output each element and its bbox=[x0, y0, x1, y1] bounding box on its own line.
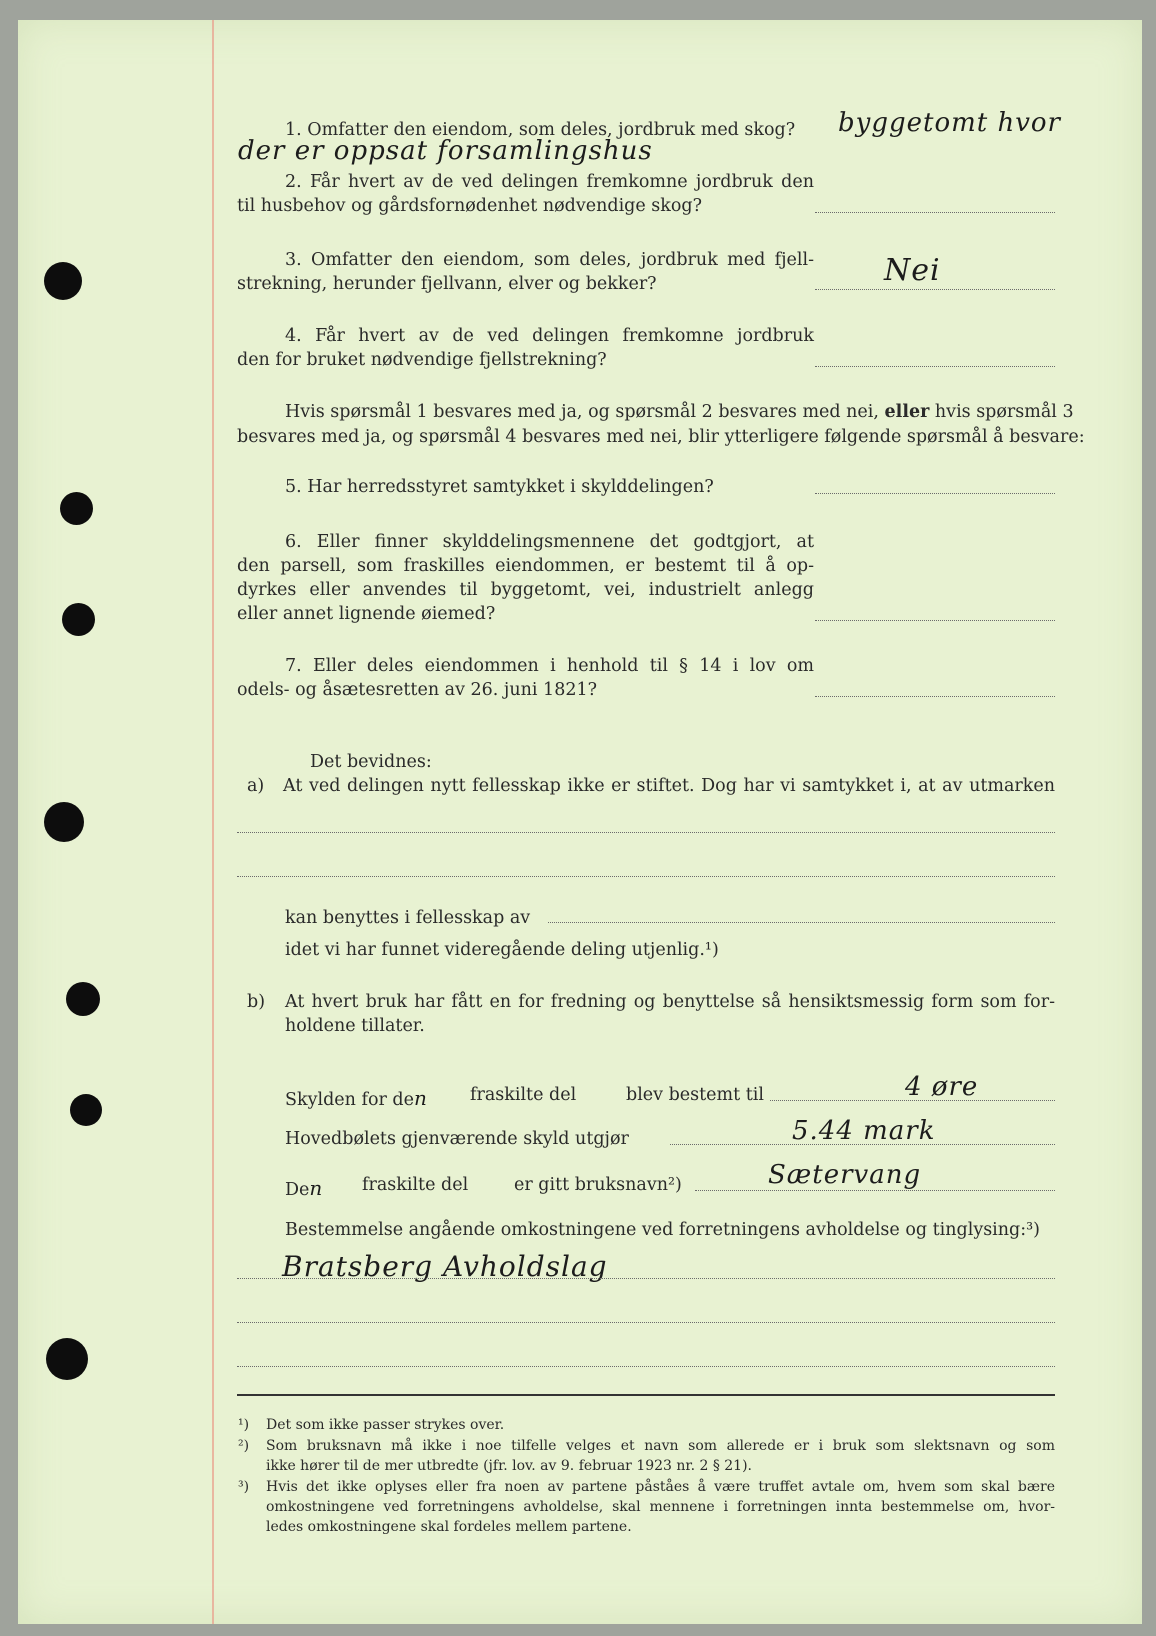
bruksnavn-value: Sætervang bbox=[768, 1160, 922, 1190]
omkostninger-line3 bbox=[237, 1366, 1055, 1367]
bruksnavn-line bbox=[695, 1190, 1055, 1191]
footnote-1-num: ¹) bbox=[238, 1417, 250, 1433]
omkostninger-value: Bratsberg Avholdslag bbox=[282, 1250, 608, 1283]
bruksnavn-fraskilte: fraskilte del bbox=[362, 1175, 469, 1195]
question-5-text: 5. Har herredsstyret samtykket i skylddelingen? bbox=[285, 477, 714, 497]
answer-line-6 bbox=[815, 620, 1055, 621]
bevidnes-b-line1: At hvert bruk har fått en for fredning og benyttelse så hensiktsmessig form som for- bbox=[285, 992, 1055, 1012]
question-1-answer-line2: der er oppsat forsamlingshus bbox=[238, 136, 653, 166]
bruksnavn-gitt: er gitt bruksnavn²) bbox=[514, 1175, 682, 1195]
binder-hole bbox=[66, 982, 100, 1016]
question-2-line1: 2. Får hvert av de ved delingen fremkomne jordbruk den bbox=[285, 172, 814, 192]
utjenlig-text: idet vi har funnet videregående deling utjenlig.¹) bbox=[285, 940, 719, 960]
fillin-line-a2 bbox=[237, 876, 1055, 877]
answer-line-4 bbox=[815, 366, 1055, 367]
skylden-bestemt: blev bestemt til bbox=[626, 1085, 764, 1105]
question-7-line1: 7. Eller deles eiendommen i henhold til § 14 i lov om bbox=[285, 656, 814, 676]
bevidnes-a-label: a) bbox=[247, 776, 265, 796]
footnote-divider bbox=[237, 1394, 1055, 1396]
question-4-line1: 4. Får hvert av de ved delingen fremkomne jordbruk bbox=[285, 326, 814, 346]
binder-hole bbox=[62, 603, 95, 636]
conditional-line2: besvares med ja, og spørsmål 4 besvares med nei, blir ytterligere følgende spørsmål å besvare: bbox=[237, 427, 1085, 447]
question-6-line3: dyrkes eller anvendes til byggetomt, vei, industrielt anlegg bbox=[237, 580, 814, 600]
footnote-3-line3: ledes omkostningene skal fordeles mellem partene. bbox=[266, 1519, 632, 1535]
conditional-line1: Hvis spørsmål 1 besvares med ja, og spørsmål 2 besvares med nei, eller hvis spørsmål 3 bbox=[285, 402, 1074, 422]
fillin-line-a1 bbox=[237, 832, 1055, 833]
binder-hole bbox=[44, 262, 82, 300]
question-1-text: 1. Omfatter den eiendom, som deles, jordbruk med skog? bbox=[285, 120, 796, 140]
footnote-2-line1: Som bruksnavn må ikke i noe tilfelle velges et navn som allerede er i bruk som slektsnavn og som bbox=[266, 1438, 1055, 1454]
footnote-3-num: ³) bbox=[238, 1479, 250, 1495]
bevidnes-a-text: At ved delingen nytt fellesskap ikke er stiftet. Dog har vi samtykket i, at av utmarken bbox=[283, 776, 1055, 796]
question-3-line1: 3. Omfatter den eiendom, som deles, jordbruk med fjell- bbox=[285, 250, 814, 270]
question-7-line2: odels- og åsætesretten av 26. juni 1821? bbox=[237, 680, 597, 700]
omkostninger-line1 bbox=[237, 1278, 1055, 1279]
question-6-line4: eller annet lignende øiemed? bbox=[237, 604, 496, 624]
footnote-2-num: ²) bbox=[238, 1438, 250, 1454]
bevidnes-b-line2: holdene tillater. bbox=[285, 1016, 425, 1036]
question-6-line1: 6. Eller finner skylddelingsmennene det godtgjort, at bbox=[285, 532, 814, 552]
hovedbol-label: Hovedbølets gjenværende skyld utgjør bbox=[285, 1129, 629, 1149]
bevidnes-heading: Det bevidnes: bbox=[310, 752, 432, 772]
answer-line-2 bbox=[815, 212, 1055, 213]
conditional-eller: eller bbox=[884, 402, 930, 422]
binder-hole bbox=[46, 1338, 88, 1380]
binder-hole bbox=[70, 1094, 102, 1126]
footnote-2-line2: ikke hører til de mer utbredte (jfr. lov. av 9. februar 1923 nr. 2 § 21). bbox=[266, 1458, 753, 1474]
footnote-3-line1: Hvis det ikke oplyses eller fra noen av partene påståes å være truffet avtale om, hvem som skal bære bbox=[266, 1479, 1055, 1495]
answer-line-3 bbox=[815, 289, 1055, 290]
skylden-fraskilte: fraskilte del bbox=[470, 1085, 577, 1105]
answer-line-5 bbox=[815, 493, 1055, 494]
bruksnavn-label: Den bbox=[285, 1176, 324, 1200]
fellesskap-line bbox=[548, 922, 1055, 923]
footnote-3-line2: omkostningene ved forretningens avholdelse, skal mennene i forretningen innta bestemmelse om, hvor- bbox=[266, 1499, 1055, 1515]
margin-line bbox=[212, 20, 214, 1624]
footnote-1-line1: Det som ikke passer strykes over. bbox=[266, 1417, 505, 1433]
skylden-value: 4 øre bbox=[905, 1072, 979, 1102]
question-3-line2: strekning, herunder fjellvann, elver og bekker? bbox=[237, 274, 657, 294]
omkostninger-line2 bbox=[237, 1322, 1055, 1323]
skylden-label: Skylden for den bbox=[285, 1086, 428, 1110]
question-3-answer: Nei bbox=[884, 253, 941, 288]
binder-hole bbox=[44, 802, 84, 842]
bevidnes-b-label: b) bbox=[247, 992, 266, 1012]
answer-line-7 bbox=[815, 696, 1055, 697]
question-1-answer-line1: byggetomt hvor bbox=[838, 108, 1061, 138]
omkostninger-label: Bestemmelse angående omkostningene ved forretningens avholdelse og tinglysing:³) bbox=[285, 1220, 1040, 1240]
binder-hole bbox=[60, 492, 93, 525]
question-6-line2: den parsell, som fraskilles eiendommen, er bestemt til å op- bbox=[237, 556, 814, 576]
fellesskap-label: kan benyttes i fellesskap av bbox=[285, 908, 531, 928]
hovedbol-value: 5.44 mark bbox=[792, 1116, 936, 1146]
question-4-line2: den for bruket nødvendige fjellstrekning? bbox=[237, 350, 607, 370]
question-2-line2: til husbehov og gårdsfornødenhet nødvendige skog? bbox=[237, 196, 702, 216]
